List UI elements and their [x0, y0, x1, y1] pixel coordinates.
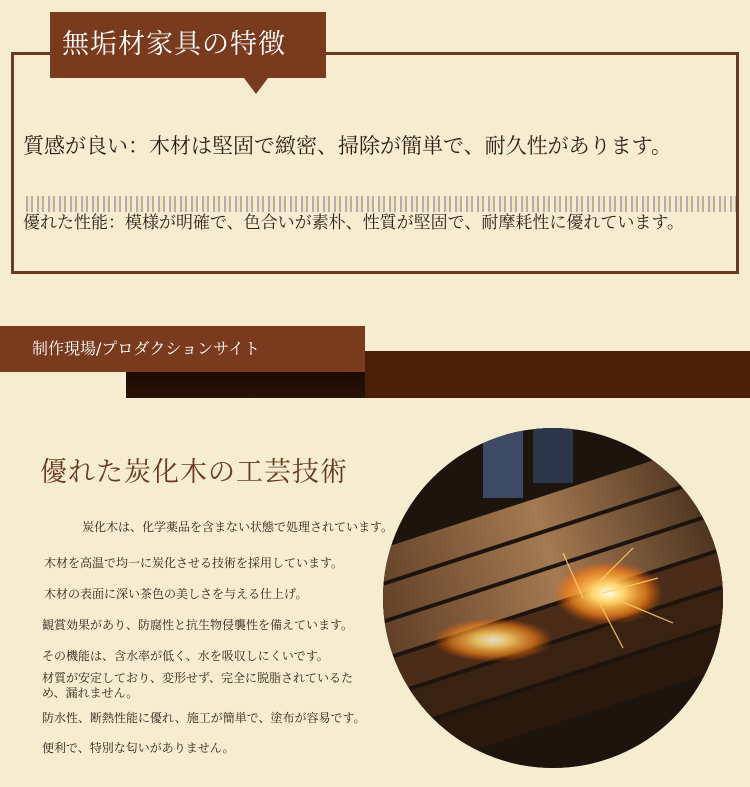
craft-item: 便利で、特別な匂いがありません。 — [42, 741, 235, 755]
production-site-banner: 制作現場/プロダクションサイト — [0, 326, 365, 372]
craft-item: 木材を高温で均一に炭化させる技術を採用しています。 — [44, 556, 344, 570]
charred-wood-photo — [383, 428, 723, 768]
craft-item: 防水性、断熱性能に優れ、施工が簡単で、塗布が容易です。 — [42, 711, 366, 725]
features-title: 無垢材家具の特徴 — [50, 12, 326, 78]
feature-line-quality: 質感が良い：木材は堅固で緻密、掃除が簡単で、耐久性があります。 — [23, 134, 672, 158]
banner-fold-shadow — [126, 372, 365, 398]
features-box — [11, 52, 739, 274]
craft-item: その機能は、含水率が低く、水を吸収しにくいです。 — [42, 649, 329, 663]
craft-item: 炭化木は、化学薬品を含まない状態で処理されています。 — [82, 520, 394, 534]
features-title-pointer — [244, 78, 268, 94]
feature-line-performance: 優れた性能：模様が明確で、色合いが素朴、性質が堅固で、耐摩耗性に優れています。 — [23, 213, 684, 233]
craft-item: 木材の表面に深い茶色の美しさを与える仕上げ。 — [44, 587, 308, 601]
craft-item: 観賞効果があり、防腐性と抗生物侵襲性を備えています。 — [42, 618, 354, 632]
craft-item: 材質が安定しており、変形せず、完全に脱脂されているため、漏れません。 — [42, 671, 354, 700]
craft-title: 優れた炭化木の工芸技術 — [40, 457, 348, 488]
